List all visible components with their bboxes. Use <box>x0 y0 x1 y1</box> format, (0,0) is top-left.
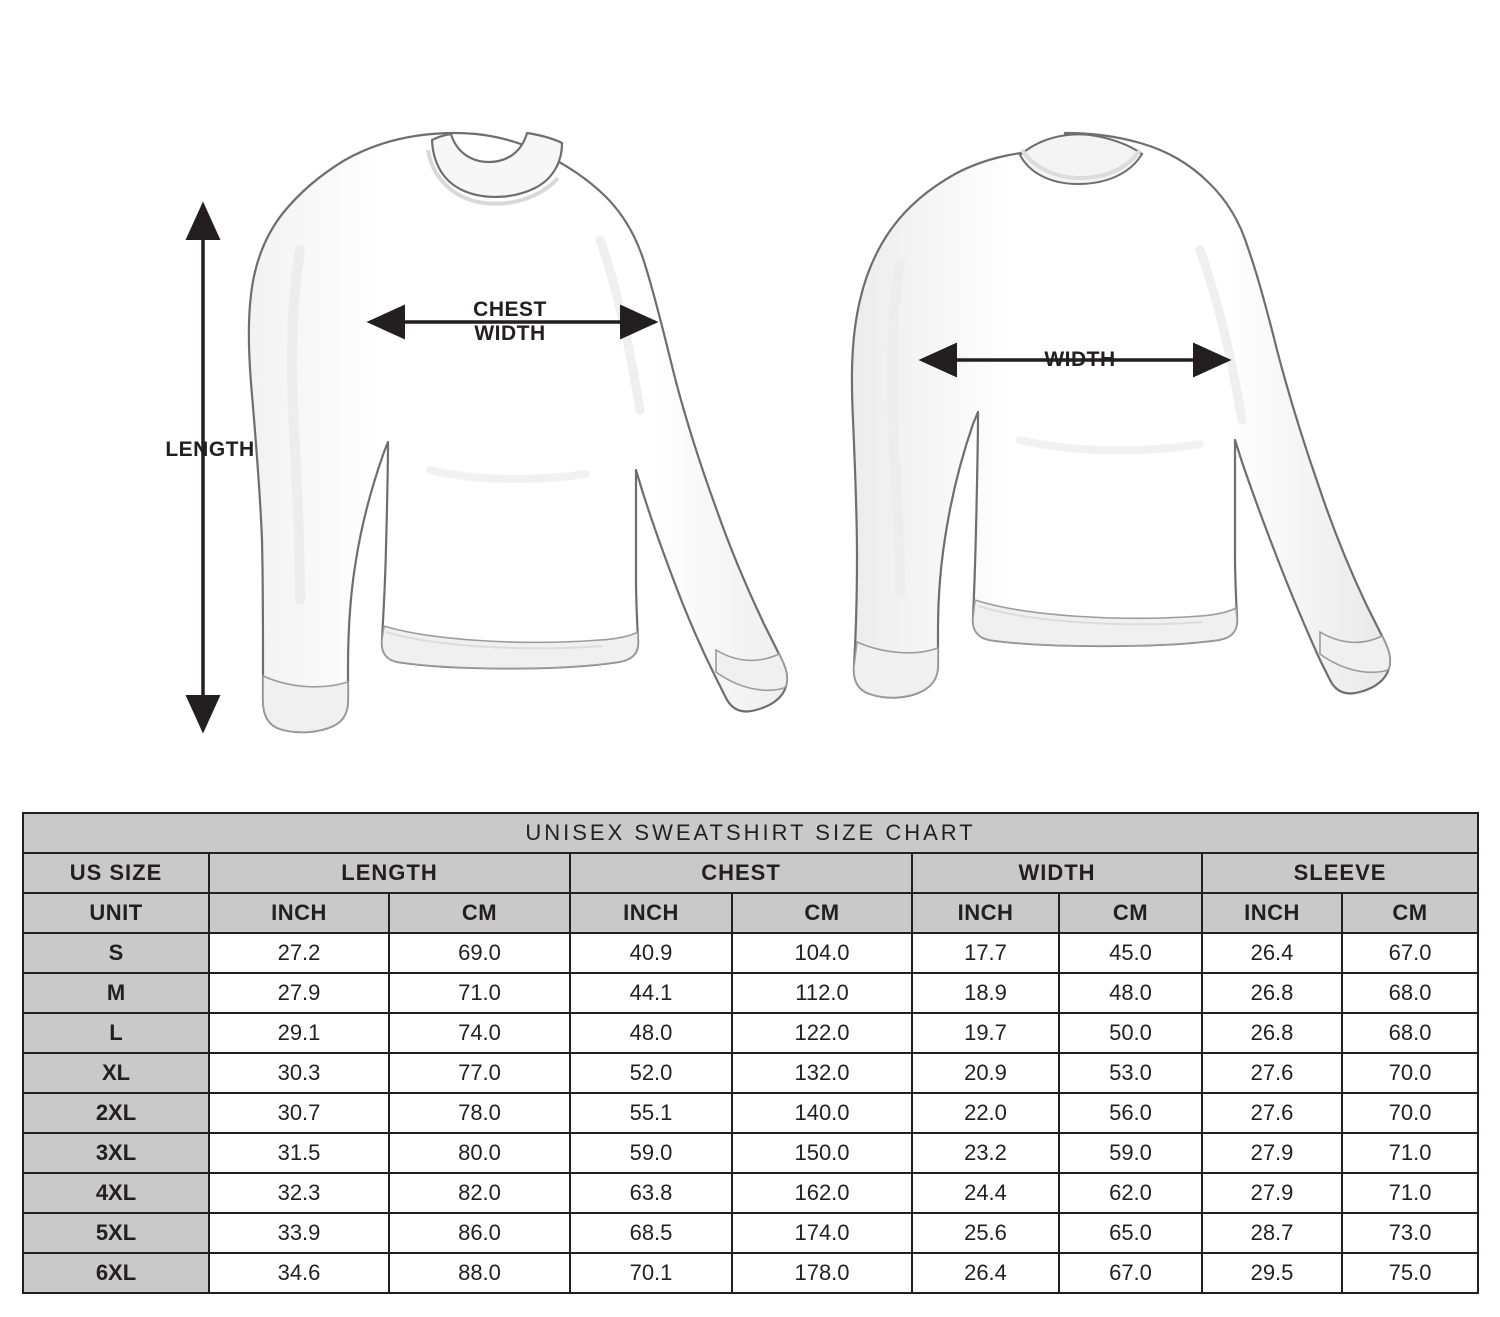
cell-chest-cm: 140.0 <box>732 1093 912 1133</box>
row-size: S <box>23 933 209 973</box>
header-length-inch: INCH <box>209 893 389 933</box>
header-unit: UNIT <box>23 893 209 933</box>
cell-sleeve-cm: 70.0 <box>1342 1093 1478 1133</box>
table-title-row <box>23 813 1478 853</box>
cell-sleeve-cm: 75.0 <box>1342 1253 1478 1293</box>
chest-measure-label-line2: WIDTH <box>474 322 546 346</box>
header-chest-cm: CM <box>732 893 912 933</box>
cell-sleeve-cm: 67.0 <box>1342 933 1478 973</box>
header-chest-inch: INCH <box>570 893 732 933</box>
cell-sleeve-inch: 26.8 <box>1202 973 1342 1013</box>
table-row <box>23 1053 1478 1093</box>
cell-length-inch: 32.3 <box>209 1173 389 1213</box>
cell-length-inch: 33.9 <box>209 1213 389 1253</box>
cell-chest-cm: 174.0 <box>732 1213 912 1253</box>
chest-measure-label-line1: CHEST <box>473 298 547 321</box>
cell-length-cm: 78.0 <box>389 1093 570 1133</box>
header-width-inch: INCH <box>912 893 1059 933</box>
cell-length-cm: 82.0 <box>389 1173 570 1213</box>
table-row <box>23 1213 1478 1253</box>
chart-title: UNISEX SWEATSHIRT SIZE CHART <box>23 813 1478 853</box>
cell-length-inch: 29.1 <box>209 1013 389 1053</box>
cell-width-inch: 18.9 <box>912 973 1059 1013</box>
cell-sleeve-inch: 27.6 <box>1202 1093 1342 1133</box>
row-size: 3XL <box>23 1133 209 1173</box>
cell-width-cm: 62.0 <box>1059 1173 1202 1213</box>
size-chart-table <box>22 812 1479 1294</box>
cell-length-cm: 77.0 <box>389 1053 570 1093</box>
cell-width-inch: 17.7 <box>912 933 1059 973</box>
cell-chest-inch: 70.1 <box>570 1253 732 1293</box>
width-measure-label: WIDTH <box>1044 348 1116 371</box>
row-size: XL <box>23 1053 209 1093</box>
cell-width-cm: 53.0 <box>1059 1053 1202 1093</box>
cell-sleeve-inch: 27.9 <box>1202 1133 1342 1173</box>
table-row <box>23 973 1478 1013</box>
cell-length-cm: 69.0 <box>389 933 570 973</box>
cell-chest-cm: 178.0 <box>732 1253 912 1293</box>
row-size: 6XL <box>23 1253 209 1293</box>
cell-length-cm: 74.0 <box>389 1013 570 1053</box>
cell-chest-inch: 59.0 <box>570 1133 732 1173</box>
cell-length-cm: 88.0 <box>389 1253 570 1293</box>
cell-chest-inch: 55.1 <box>570 1093 732 1133</box>
cell-chest-cm: 122.0 <box>732 1013 912 1053</box>
size-chart-container <box>22 812 1477 1294</box>
cell-width-inch: 24.4 <box>912 1173 1059 1213</box>
sweatshirt-back <box>852 133 1390 697</box>
cell-chest-inch: 68.5 <box>570 1213 732 1253</box>
header-sleeve: SLEEVE <box>1202 853 1478 893</box>
header-sleeve-inch: INCH <box>1202 893 1342 933</box>
header-width-cm: CM <box>1059 893 1202 933</box>
cell-width-cm: 67.0 <box>1059 1253 1202 1293</box>
cell-sleeve-inch: 26.4 <box>1202 933 1342 973</box>
cell-chest-cm: 162.0 <box>732 1173 912 1213</box>
table-row <box>23 933 1478 973</box>
cell-sleeve-cm: 71.0 <box>1342 1133 1478 1173</box>
table-row <box>23 1133 1478 1173</box>
cell-width-cm: 50.0 <box>1059 1013 1202 1053</box>
length-measure-label: LENGTH <box>165 438 255 461</box>
cell-length-cm: 86.0 <box>389 1213 570 1253</box>
cell-chest-inch: 63.8 <box>570 1173 732 1213</box>
row-size: L <box>23 1013 209 1053</box>
header-us-size: US SIZE <box>23 853 209 893</box>
cell-sleeve-cm: 68.0 <box>1342 973 1478 1013</box>
row-size: 4XL <box>23 1173 209 1213</box>
cell-chest-inch: 40.9 <box>570 933 732 973</box>
cell-length-inch: 34.6 <box>209 1253 389 1293</box>
cell-length-inch: 31.5 <box>209 1133 389 1173</box>
cell-chest-inch: 52.0 <box>570 1053 732 1093</box>
header-sleeve-cm: CM <box>1342 893 1478 933</box>
cell-width-inch: 22.0 <box>912 1093 1059 1133</box>
cell-width-inch: 23.2 <box>912 1133 1059 1173</box>
header-chest: CHEST <box>570 853 912 893</box>
cell-length-inch: 27.2 <box>209 933 389 973</box>
cell-sleeve-cm: 70.0 <box>1342 1053 1478 1093</box>
cell-width-cm: 45.0 <box>1059 933 1202 973</box>
row-size: 5XL <box>23 1213 209 1253</box>
cell-length-cm: 80.0 <box>389 1133 570 1173</box>
cell-width-cm: 65.0 <box>1059 1213 1202 1253</box>
table-unit-header-row <box>23 893 1478 933</box>
header-length-cm: CM <box>389 893 570 933</box>
cell-chest-cm: 112.0 <box>732 973 912 1013</box>
header-width: WIDTH <box>912 853 1202 893</box>
row-size: 2XL <box>23 1093 209 1133</box>
cell-sleeve-inch: 28.7 <box>1202 1213 1342 1253</box>
chest-width-measure-label <box>440 298 580 346</box>
cell-width-cm: 48.0 <box>1059 973 1202 1013</box>
cell-chest-inch: 48.0 <box>570 1013 732 1053</box>
sweatshirt-front <box>249 133 787 732</box>
cell-chest-inch: 44.1 <box>570 973 732 1013</box>
cell-sleeve-cm: 73.0 <box>1342 1213 1478 1253</box>
table-row <box>23 1093 1478 1133</box>
header-length: LENGTH <box>209 853 570 893</box>
cell-width-inch: 20.9 <box>912 1053 1059 1093</box>
cell-chest-cm: 150.0 <box>732 1133 912 1173</box>
cell-sleeve-cm: 71.0 <box>1342 1173 1478 1213</box>
row-size: M <box>23 973 209 1013</box>
table-row <box>23 1173 1478 1213</box>
cell-width-cm: 56.0 <box>1059 1093 1202 1133</box>
cell-chest-cm: 104.0 <box>732 933 912 973</box>
cell-sleeve-cm: 68.0 <box>1342 1013 1478 1053</box>
cell-length-inch: 30.3 <box>209 1053 389 1093</box>
table-row <box>23 1013 1478 1053</box>
cell-width-inch: 25.6 <box>912 1213 1059 1253</box>
cell-width-cm: 59.0 <box>1059 1133 1202 1173</box>
cell-length-inch: 30.7 <box>209 1093 389 1133</box>
cell-sleeve-inch: 26.8 <box>1202 1013 1342 1053</box>
cell-width-inch: 19.7 <box>912 1013 1059 1053</box>
cell-sleeve-inch: 29.5 <box>1202 1253 1342 1293</box>
cell-sleeve-inch: 27.9 <box>1202 1173 1342 1213</box>
cell-sleeve-inch: 27.6 <box>1202 1053 1342 1093</box>
cell-width-inch: 26.4 <box>912 1253 1059 1293</box>
cell-length-inch: 27.9 <box>209 973 389 1013</box>
cell-chest-cm: 132.0 <box>732 1053 912 1093</box>
cell-length-cm: 71.0 <box>389 973 570 1013</box>
table-group-header-row <box>23 853 1478 893</box>
table-row <box>23 1253 1478 1293</box>
